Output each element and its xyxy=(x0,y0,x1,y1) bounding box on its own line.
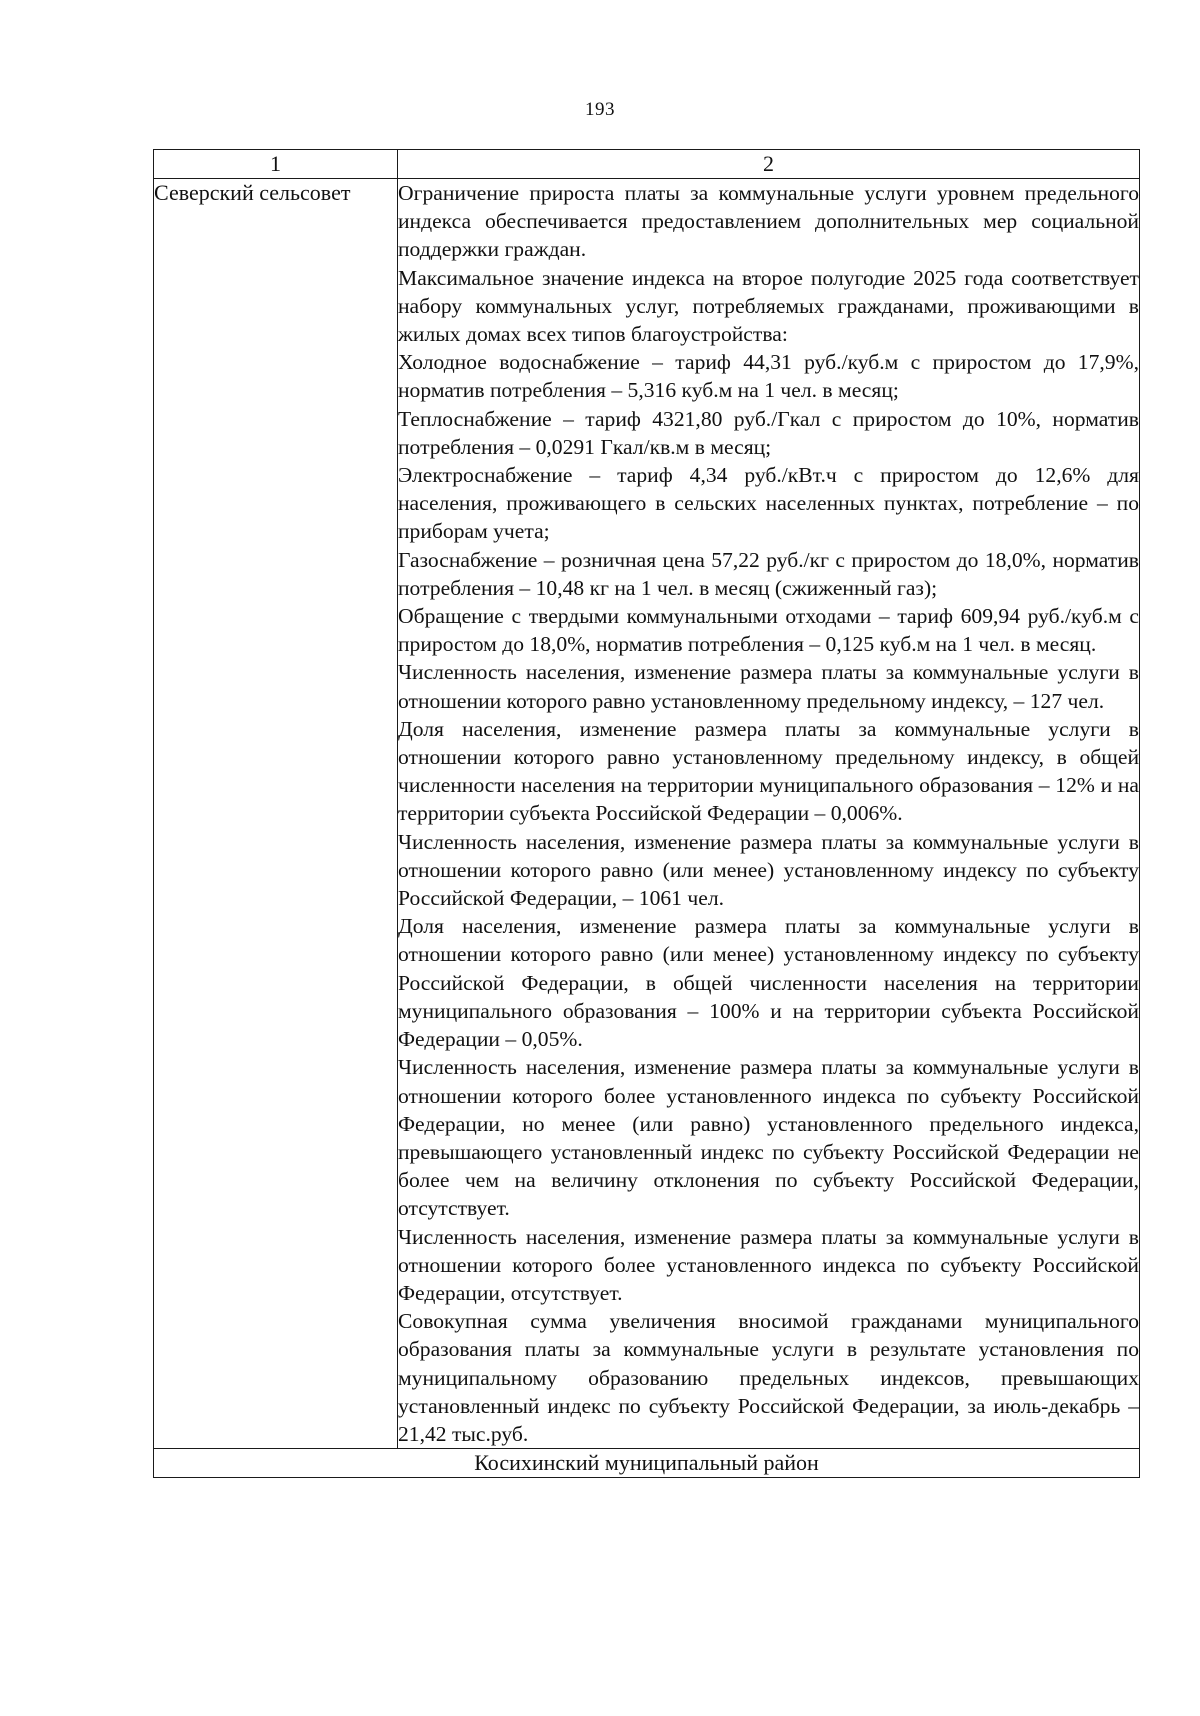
paragraph-total-sum: Совокупная сумма увеличения вносимой гражданами муниципального образования платы за коммунальные услуги в результате установления по муниципальному образованию предельных индексов, превышающих установленный индекс по субъекту Российской Федерации, за июль-декабрь – 21,42 тыс.руб. xyxy=(398,1309,1139,1446)
paragraph-share-equal: Доля населения, изменение размера платы за коммунальные услуги в отношении которого равно установленному предельному индексу, в общей численности населения на территории муниципального образования – 12% и на территории субъекта Российской Федерации – 0,006%. xyxy=(398,716,1139,826)
table-row xyxy=(154,179,1140,1449)
column-header-2: 2 xyxy=(398,150,1140,179)
district-row xyxy=(154,1449,1140,1478)
paragraph-population-equal: Численность населения, изменение размера платы за коммунальные услуги в отношении которого равно установленному предельному индексу, – 127 чел. xyxy=(398,660,1139,713)
region-name: Северский сельсовет xyxy=(154,179,398,1449)
column-header-1: 1 xyxy=(154,150,398,179)
content-cell xyxy=(398,179,1140,1449)
header-row xyxy=(154,150,1140,179)
paragraph-max-index: Максимальное значение индекса на второе полугодие 2025 года соответствует набору коммунальных услуг, потребляемых гражданами, проживающими в жилых домах всех типов благоустройства: xyxy=(398,265,1139,347)
paragraph-cold-water: Холодное водоснабжение – тариф 44,31 руб./куб.м с приростом до 17,9%, норматив потребления – 5,316 куб.м на 1 чел. в месяц; xyxy=(398,350,1139,403)
paragraph-limit: Ограничение прироста платы за коммунальные услуги уровнем предельного индекса обеспечивается предоставлением дополнительных мер социальной поддержки граждан. xyxy=(398,181,1139,262)
paragraph-population-deviation: Численность населения, изменение размера платы за коммунальные услуги в отношении которого более установленного индекса по субъекту Российской Федерации, но менее (или равно) установленного предельного индекса, превышающего установленный индекс по субъекту Российской Федерации не более чем на величину отклонения по субъекту Российской Федерации, отсутствует. xyxy=(398,1055,1139,1221)
paragraph-gas: Газоснабжение – розничная цена 57,22 руб./кг с приростом до 18,0%, норматив потребления – 10,48 кг на 1 чел. в месяц (сжиженный газ); xyxy=(398,547,1139,600)
paragraph-share-subject: Доля населения, изменение размера платы за коммунальные услуги в отношении которого равно (или менее) установленному индексу по субъекту Российской Федерации, в общей численности населения на территории муниципального образования – 100% и на территории субъекта Российской Федерации – 0,05%. xyxy=(398,914,1139,1052)
page-number: 193 xyxy=(585,99,615,120)
paragraph-electricity: Электроснабжение – тариф 4,34 руб./кВт.ч с приростом до 12,6% для населения, проживающего в сельских населенных пунктах, потребление – по приборам учета; xyxy=(398,463,1139,544)
paragraph-population-subject: Численность населения, изменение размера платы за коммунальные услуги в отношении которого равно (или менее) установленному индексу по субъекту Российской Федерации, – 1061 чел. xyxy=(398,829,1139,911)
paragraph-population-above: Численность населения, изменение размера платы за коммунальные услуги в отношении которого более установленного индекса по субъекту Российской Федерации, отсутствует. xyxy=(398,1224,1139,1305)
district-name: Косихинский муниципальный район xyxy=(154,1449,1140,1478)
paragraph-waste: Обращение с твердыми коммунальными отходами – тариф 609,94 руб./куб.м с приростом до 18,0%, норматив потребления – 0,125 куб.м на 1 чел. в месяц. xyxy=(398,604,1139,657)
tariff-table xyxy=(153,149,1140,1478)
paragraph-heating: Теплоснабжение – тариф 4321,80 руб./Гкал с приростом до 10%, норматив потребления – 0,0291 Гкал/кв.м в месяц; xyxy=(398,406,1139,459)
